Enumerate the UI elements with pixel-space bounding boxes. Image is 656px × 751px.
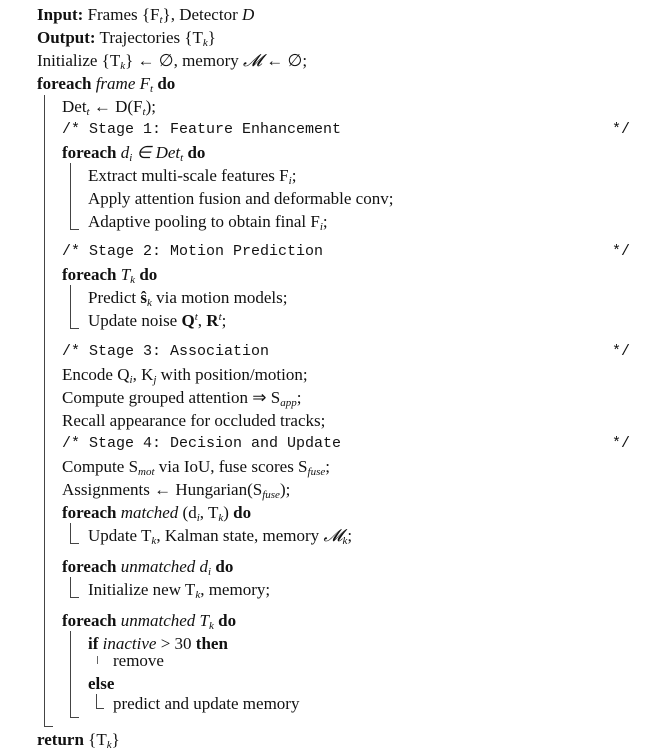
output-label: Output:: [37, 28, 96, 47]
memory-symbol: 𝓜: [323, 526, 343, 545]
comment-end: */: [612, 343, 631, 360]
stage2-comment: /* Stage 2: Motion Prediction: [62, 243, 324, 260]
memory-symbol: 𝓜: [242, 51, 263, 70]
stage1-comment: /* Stage 1: Feature Enhancement: [62, 121, 342, 138]
input-text: Frames {F: [87, 5, 160, 24]
foreach-keyword: foreach: [62, 265, 117, 284]
algo-update-tk: Update $T_k$, Kalman state, memory 𝓜$_k$;: [88, 526, 353, 547]
sub: k: [209, 620, 214, 632]
block-bar-unmatched-t: [70, 631, 79, 718]
algo-foreach-unmatched-d: [62, 557, 233, 577]
init-text3: ← ∅;: [262, 51, 308, 70]
compute-text2: via IoU, fuse scores S: [154, 457, 308, 476]
sub: i: [319, 221, 323, 233]
frame-var: frame F: [95, 74, 150, 93]
sub: i: [288, 175, 292, 187]
sub: j: [153, 374, 157, 386]
state-hat: ŝ: [140, 288, 148, 307]
matched-kw: matched: [120, 503, 179, 522]
sub: fuse: [262, 489, 280, 501]
sub: t: [150, 83, 154, 95]
outer-block-bar: [44, 95, 53, 727]
sub: k: [202, 37, 208, 49]
di-var: d: [199, 557, 209, 576]
sub: fuse: [307, 466, 326, 478]
pair-mid: , T: [199, 503, 219, 522]
encode-text2: with position/motion;: [156, 365, 308, 384]
noise-r: R: [206, 311, 219, 330]
init-text: Initialize {T: [37, 51, 121, 70]
algo-recall: Recall appearance for occluded tracks;: [62, 411, 326, 430]
output-text: Trajectories {T: [99, 28, 203, 47]
noise-q: Q: [181, 311, 195, 330]
output-text2: }: [207, 28, 216, 47]
pair-open: (d: [182, 503, 197, 522]
predict-text: Predict: [88, 288, 141, 307]
if-block-tick: [97, 656, 98, 664]
then-keyword: then: [195, 634, 228, 653]
sub: t: [142, 106, 146, 118]
stage3-comment: /* Stage 3: Association: [62, 343, 270, 360]
sub: k: [195, 589, 201, 601]
algo-pooling: Adaptive pooling to obtain final $F_i$;: [88, 212, 328, 233]
block-bar-stage2: [70, 285, 79, 329]
algo-predict: [88, 288, 287, 308]
sub: k: [130, 274, 136, 286]
pooling-text: Adaptive pooling to obtain final F: [88, 212, 320, 231]
algo-foreach-detections: [62, 143, 205, 163]
sub: k: [120, 60, 126, 72]
do-keyword: do: [215, 557, 234, 576]
tk-var: T: [199, 611, 210, 630]
assign-text: Assignments ← Hungarian(S: [62, 480, 263, 499]
block-bar-stage1: [70, 163, 79, 230]
else-block-bar: [96, 694, 104, 709]
algo-output-line: [37, 28, 216, 48]
block-bar-unmatched-d: [70, 577, 79, 598]
sub: t: [86, 106, 90, 118]
algo-foreach-unmatched-t: [62, 611, 236, 631]
init-new-text: Initialize new T: [88, 580, 196, 599]
algo-encode: [62, 365, 308, 385]
sub: i: [129, 152, 133, 164]
stage4-comment: /* Stage 4: Decision and Update: [62, 435, 342, 452]
det-text3: );: [145, 97, 156, 116]
if-keyword: if: [88, 634, 99, 653]
algo-det-line: [62, 97, 156, 117]
foreach-keyword: foreach: [62, 503, 117, 522]
encode-text: Encode Q: [62, 365, 130, 384]
return-val: {T: [88, 730, 107, 749]
algo-update-noise: Update noise $Q^t$, $R^t$;: [88, 311, 227, 330]
sub: mot: [138, 466, 155, 478]
algo-remove: remove: [113, 651, 164, 670]
foreach-keyword: foreach: [37, 74, 92, 93]
assign-end: );: [279, 480, 291, 499]
tk-var: T: [120, 265, 131, 284]
init-text2: } ← ∅, memory: [125, 51, 243, 70]
encode-k: , K: [132, 365, 154, 384]
else-keyword: else: [88, 674, 115, 693]
sub: app: [280, 397, 297, 409]
comment-end: */: [612, 121, 631, 138]
extract-text: Extract multi-scale features F: [88, 166, 289, 185]
comment-end: */: [612, 243, 631, 260]
sub: k: [342, 535, 348, 547]
di-var: d: [120, 143, 130, 162]
return-keyword: return: [37, 730, 84, 749]
sub: k: [106, 739, 112, 751]
foreach-keyword: foreach: [62, 557, 117, 576]
do-keyword: do: [187, 143, 206, 162]
sup: t: [194, 311, 198, 323]
grouped-text: Compute grouped attention ⇒ S: [62, 388, 281, 407]
sup: t: [218, 311, 222, 323]
update-tk-text: Update T: [88, 526, 152, 545]
input-text2: }, Detector: [162, 5, 242, 24]
gt30: > 30: [156, 634, 196, 653]
comment-end: */: [612, 435, 631, 452]
sub: k: [147, 297, 152, 309]
predict-text2: via motion models;: [151, 288, 288, 307]
update-noise-text: Update noise: [88, 311, 182, 330]
sub: i: [196, 512, 200, 524]
algo-foreach-matched: foreach matched ($d_i$, $T_k$) do: [62, 503, 252, 524]
sub: t: [180, 152, 184, 164]
foreach-keyword: foreach: [62, 611, 117, 630]
algo-else: [88, 674, 114, 694]
det-text: Det: [62, 97, 87, 116]
algo-return: [37, 730, 120, 750]
sub: i: [208, 566, 212, 578]
unmatched-kw: unmatched: [120, 557, 196, 576]
sub: k: [218, 512, 224, 524]
algo-init-new: [88, 580, 270, 600]
block-bar-matched: [70, 523, 79, 544]
sub: i: [129, 374, 133, 386]
algo-assignments: [62, 480, 290, 500]
algo-grouped-attention: Compute grouped attention ⇒ $S_{app}$;: [62, 388, 302, 409]
do-keyword: do: [157, 74, 176, 93]
update-tk-text2: , Kalman state, memory: [156, 526, 324, 545]
algo-init-line: [37, 51, 307, 71]
unmatched-kw: unmatched: [120, 611, 196, 630]
algo-attention: Apply attention fusion and deformable conv;: [88, 189, 394, 208]
compute-text: Compute S: [62, 457, 139, 476]
return-end: }: [111, 730, 120, 749]
inactive-var: inactive: [102, 634, 157, 653]
input-label: Input:: [37, 5, 84, 24]
algo-predict-update: predict and update memory: [113, 694, 300, 713]
algo-input-line: [37, 5, 254, 25]
algo-extract: Extract multi-scale features $F_i$;: [88, 166, 297, 187]
detector-var: D: [241, 5, 255, 24]
sub: t: [159, 14, 163, 26]
do-keyword: do: [233, 503, 252, 522]
sub: k: [151, 535, 157, 547]
algo-foreach-frame: [37, 74, 175, 94]
foreach-keyword: foreach: [62, 143, 117, 162]
algo-compute-smot: Compute $S_{mot}$ via IoU, fuse scores $S_{fuse}$;: [62, 457, 330, 478]
do-keyword: do: [218, 611, 237, 630]
algo-foreach-tracks: [62, 265, 157, 285]
do-keyword: do: [139, 265, 158, 284]
init-new-text2: , memory;: [200, 580, 271, 599]
det-text2: ← D(F: [89, 97, 143, 116]
in-det: ∈ Det: [132, 143, 181, 162]
